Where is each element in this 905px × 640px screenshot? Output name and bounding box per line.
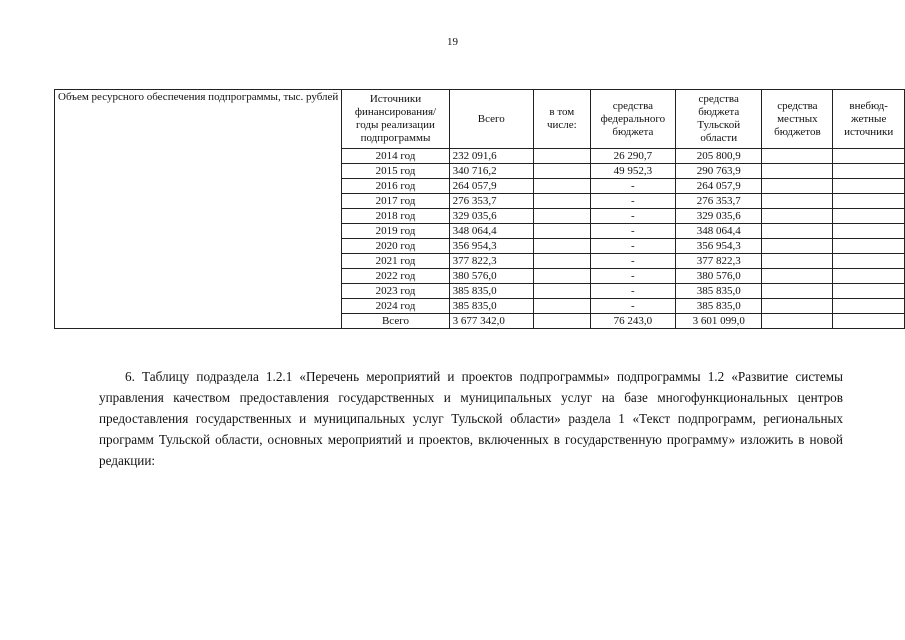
year-cell: Всего — [342, 314, 449, 329]
including-cell — [533, 149, 590, 164]
year-cell: 2018 год — [342, 209, 449, 224]
year-cell: 2014 год — [342, 149, 449, 164]
total-cell: 232 091,6 — [449, 149, 533, 164]
federal-cell: 26 290,7 — [590, 149, 675, 164]
offbudget-cell — [833, 164, 905, 179]
offbudget-cell — [833, 239, 905, 254]
including-cell — [533, 209, 590, 224]
regional-cell: 385 835,0 — [675, 284, 761, 299]
year-cell: 2024 год — [342, 299, 449, 314]
year-cell: 2017 год — [342, 194, 449, 209]
local-cell — [762, 239, 833, 254]
local-cell — [762, 314, 833, 329]
including-cell — [533, 314, 590, 329]
total-cell: 377 822,3 — [449, 254, 533, 269]
federal-cell: - — [590, 284, 675, 299]
local-cell — [762, 299, 833, 314]
including-cell — [533, 284, 590, 299]
total-cell: 380 576,0 — [449, 269, 533, 284]
federal-cell: - — [590, 194, 675, 209]
federal-cell: - — [590, 239, 675, 254]
header-row — [55, 90, 905, 149]
local-cell — [762, 149, 833, 164]
offbudget-cell — [833, 254, 905, 269]
regional-cell: 348 064,4 — [675, 224, 761, 239]
offbudget-cell — [833, 224, 905, 239]
including-cell — [533, 194, 590, 209]
including-cell — [533, 254, 590, 269]
regional-cell: 329 035,6 — [675, 209, 761, 224]
year-cell: 2023 год — [342, 284, 449, 299]
year-cell: 2020 год — [342, 239, 449, 254]
offbudget-cell — [833, 179, 905, 194]
local-cell — [762, 254, 833, 269]
federal-cell: - — [590, 224, 675, 239]
total-cell: 276 353,7 — [449, 194, 533, 209]
federal-cell: - — [590, 254, 675, 269]
total-cell: 348 064,4 — [449, 224, 533, 239]
total-cell: 329 035,6 — [449, 209, 533, 224]
header-federal: средства федерального бюджета — [590, 90, 675, 149]
regional-cell: 276 353,7 — [675, 194, 761, 209]
total-cell: 264 057,9 — [449, 179, 533, 194]
total-cell: 340 716,2 — [449, 164, 533, 179]
including-cell — [533, 164, 590, 179]
offbudget-cell — [833, 299, 905, 314]
including-cell — [533, 224, 590, 239]
body-paragraph: 6. Таблицу подраздела 1.2.1 «Перечень мероприятий и проектов подпрограммы» подпрограммы 1.2 «Развитие системы управления качеством предоставления государственных и муниципальных услуг на базе многофункциональных центров предоставления государственных и муниципальных услуг Тульской области» раздела 1 «Текст подпрограмм, региональных программ Тульской области, основных мероприятий и проектов, включенных в государственную программу» изложить в новой редакции: — [99, 369, 843, 469]
header-sources: Источники финансирования/ годы реализации подпрограммы — [342, 90, 449, 149]
regional-cell: 380 576,0 — [675, 269, 761, 284]
regional-cell: 205 800,9 — [675, 149, 761, 164]
federal-cell: - — [590, 209, 675, 224]
regional-cell: 377 822,3 — [675, 254, 761, 269]
offbudget-cell — [833, 284, 905, 299]
regional-cell: 264 057,9 — [675, 179, 761, 194]
local-cell — [762, 269, 833, 284]
offbudget-cell — [833, 194, 905, 209]
regional-cell: 385 835,0 — [675, 299, 761, 314]
total-cell: 356 954,3 — [449, 239, 533, 254]
federal-cell: - — [590, 299, 675, 314]
including-cell — [533, 269, 590, 284]
local-cell — [762, 194, 833, 209]
federal-cell: 76 243,0 — [590, 314, 675, 329]
federal-cell: 49 952,3 — [590, 164, 675, 179]
header-offbudget: внебюд-жетные источники — [833, 90, 905, 149]
local-cell — [762, 224, 833, 239]
header-total: Всего — [449, 90, 533, 149]
year-cell: 2016 год — [342, 179, 449, 194]
federal-cell: - — [590, 269, 675, 284]
federal-cell: - — [590, 179, 675, 194]
local-cell — [762, 209, 833, 224]
resource-table — [54, 89, 905, 329]
header-local: средства местных бюджетов — [762, 90, 833, 149]
including-cell — [533, 299, 590, 314]
offbudget-cell — [833, 209, 905, 224]
page-number: 19 — [447, 36, 458, 48]
regional-cell: 356 954,3 — [675, 239, 761, 254]
local-cell — [762, 164, 833, 179]
year-cell: 2015 год — [342, 164, 449, 179]
including-cell — [533, 239, 590, 254]
offbudget-cell — [833, 149, 905, 164]
regional-cell: 3 601 099,0 — [675, 314, 761, 329]
offbudget-cell — [833, 314, 905, 329]
year-cell: 2021 год — [342, 254, 449, 269]
regional-cell: 290 763,9 — [675, 164, 761, 179]
header-regional: средства бюджета Тульской области — [675, 90, 761, 149]
total-cell: 385 835,0 — [449, 299, 533, 314]
year-cell: 2019 год — [342, 224, 449, 239]
offbudget-cell — [833, 269, 905, 284]
row-label: Объем ресурсного обеспечения подпрограммы, тыс. рублей — [55, 90, 342, 329]
including-cell — [533, 179, 590, 194]
total-cell: 3 677 342,0 — [449, 314, 533, 329]
local-cell — [762, 284, 833, 299]
header-including: в том числе: — [533, 90, 590, 149]
local-cell — [762, 179, 833, 194]
total-cell: 385 835,0 — [449, 284, 533, 299]
year-cell: 2022 год — [342, 269, 449, 284]
